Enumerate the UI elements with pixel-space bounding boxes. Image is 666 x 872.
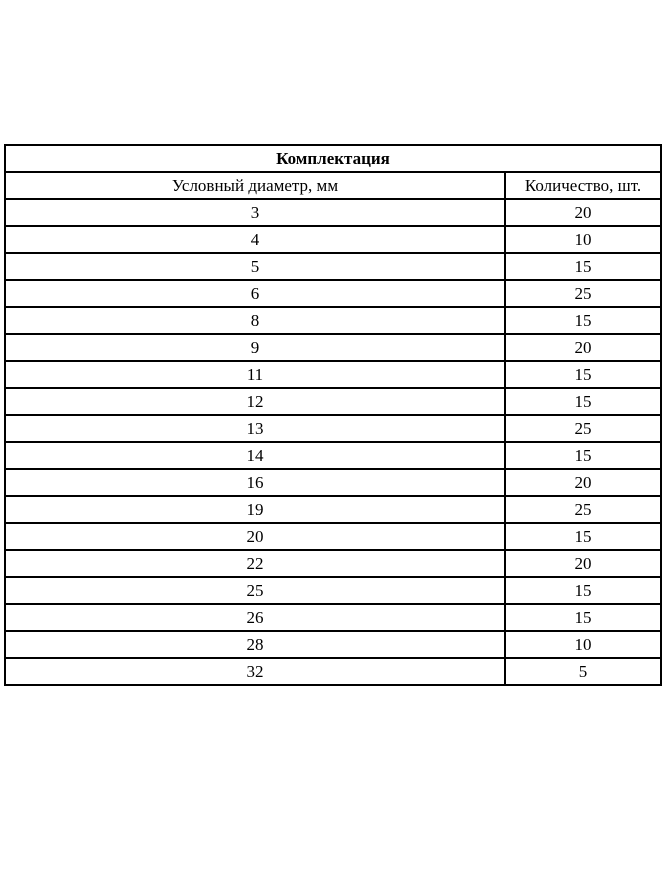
cell-diameter: 20 [5,523,505,550]
cell-diameter: 3 [5,199,505,226]
cell-quantity: 25 [505,496,661,523]
cell-diameter: 19 [5,496,505,523]
cell-diameter: 13 [5,415,505,442]
header-quantity: Количество, шт. [505,172,661,199]
cell-quantity: 15 [505,307,661,334]
table-row [5,577,661,604]
cell-quantity: 10 [505,631,661,658]
cell-quantity: 25 [505,415,661,442]
cell-diameter: 11 [5,361,505,388]
cell-diameter: 4 [5,226,505,253]
table-row [5,307,661,334]
document-page [4,144,660,686]
cell-quantity: 15 [505,253,661,280]
cell-quantity: 15 [505,442,661,469]
cell-quantity: 20 [505,199,661,226]
cell-quantity: 15 [505,361,661,388]
table-row [5,496,661,523]
table-row [5,199,661,226]
table-row [5,469,661,496]
cell-diameter: 6 [5,280,505,307]
cell-diameter: 22 [5,550,505,577]
table-header-row [5,172,661,199]
cell-diameter: 12 [5,388,505,415]
cell-quantity: 20 [505,334,661,361]
cell-quantity: 15 [505,604,661,631]
table-row [5,388,661,415]
cell-quantity: 20 [505,550,661,577]
cell-diameter: 26 [5,604,505,631]
table-row [5,631,661,658]
cell-quantity: 15 [505,577,661,604]
table-title: Комплектация [5,145,661,172]
cell-diameter: 32 [5,658,505,685]
cell-quantity: 5 [505,658,661,685]
equipment-table [4,144,662,686]
cell-quantity: 25 [505,280,661,307]
table-row [5,658,661,685]
table-row [5,523,661,550]
table-row [5,253,661,280]
cell-diameter: 16 [5,469,505,496]
table-row [5,415,661,442]
cell-quantity: 10 [505,226,661,253]
cell-diameter: 9 [5,334,505,361]
table-row [5,550,661,577]
table-title-row [5,145,661,172]
cell-quantity: 15 [505,523,661,550]
table-row [5,226,661,253]
table-row [5,442,661,469]
cell-quantity: 20 [505,469,661,496]
header-diameter: Условный диаметр, мм [5,172,505,199]
table-row [5,604,661,631]
table-row [5,361,661,388]
cell-diameter: 5 [5,253,505,280]
cell-diameter: 14 [5,442,505,469]
cell-diameter: 8 [5,307,505,334]
cell-diameter: 28 [5,631,505,658]
table-row [5,280,661,307]
table-row [5,334,661,361]
cell-diameter: 25 [5,577,505,604]
cell-quantity: 15 [505,388,661,415]
